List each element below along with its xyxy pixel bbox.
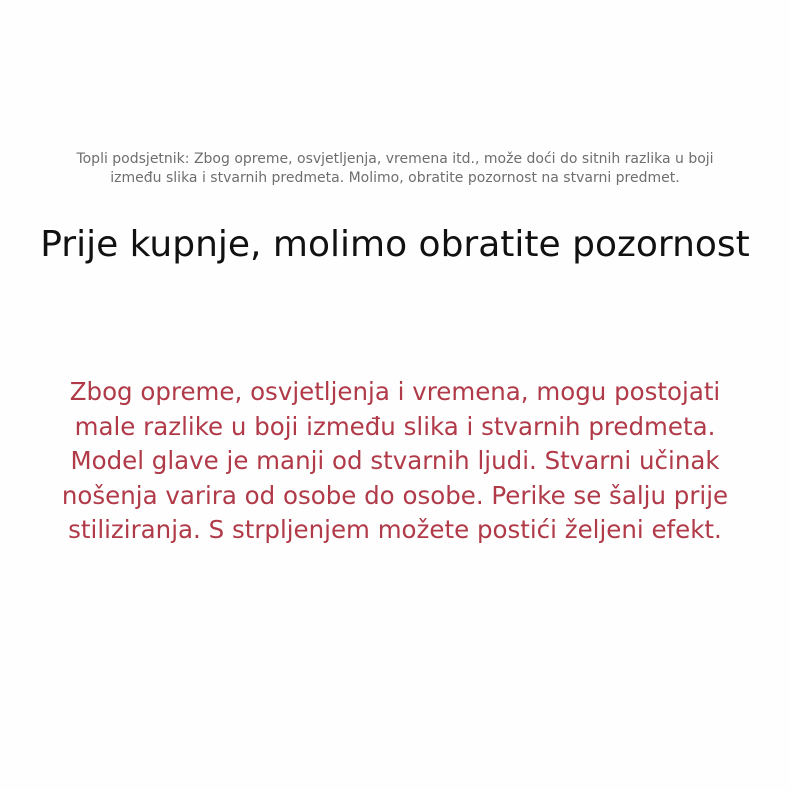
reminder-note — [0, 150, 790, 188]
notice-text — [0, 375, 790, 548]
reminder-line: između slika i stvarnih predmeta. Molimo, obratite pozornost na stvarni predmet. — [110, 170, 680, 186]
notice-line: Model glave je manji od stvarnih ljudi. Stvarni učinak — [70, 446, 720, 475]
notice-line: male razlike u boji između slika i stvarnih predmeta. — [74, 411, 716, 441]
notice-line: stiliziranja. S strpljenjem možete postići željeni efekt. — [68, 515, 722, 544]
page-title: Prije kupnje, molimo obratite pozornost — [40, 224, 750, 265]
notice-line: nošenja varira od osobe do osobe. Perike se šalju prije — [61, 480, 729, 510]
notice-line: Zbog opreme, osvjetljenja i vremena, mogu postojati — [69, 377, 721, 406]
reminder-line: Topli podsjetnik: Zbog opreme, osvjetljenja, vremena itd., može doći do sitnih razlika u boji — [76, 151, 714, 167]
